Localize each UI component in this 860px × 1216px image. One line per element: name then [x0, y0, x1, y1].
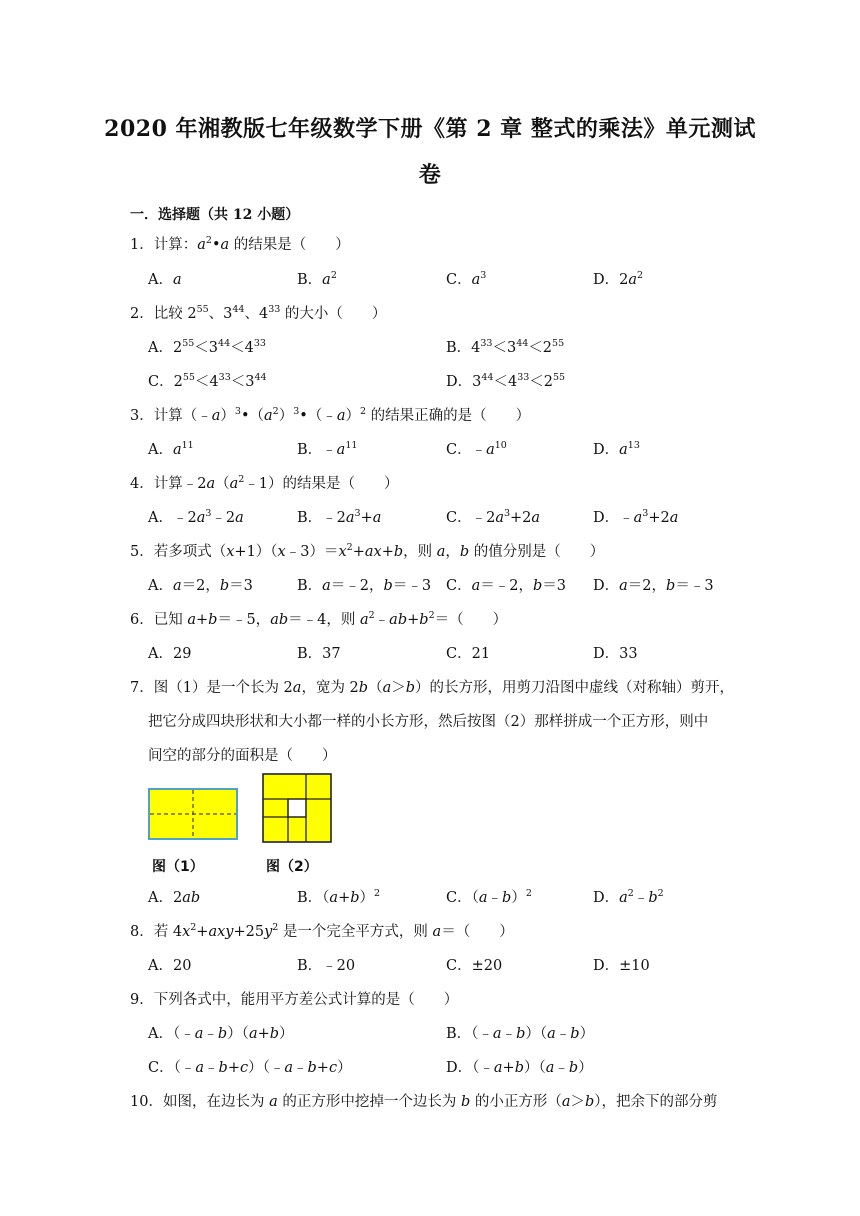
figure-1-label: 图（1） [152, 859, 204, 875]
question-7-stem-line1: 7．图（1）是一个长为 2a，宽为 2b（a＞b）的长方形，用剪刀沿图中虚线（对称轴）剪开， [130, 680, 735, 696]
q7-option-b: B．$(a+b)^2$ [297, 888, 381, 906]
q7-option-c: C．（a﹣b）$^2$ [446, 888, 532, 906]
figure-2-square [262, 773, 332, 843]
question-5-stem: 5．若多项式$(x+1)(x﹣3)=x^2+ax+b$，则 a，b 的值分别是（ ） [130, 542, 605, 560]
q2-option-a: A．$2^{55}<3^{44}<4^{33}$ [148, 338, 266, 356]
question-1-stem: 1．计算：$a^2•a$ 的结果是（ ） [130, 235, 350, 253]
q4-option-a: A．$﹣2a^3﹣2a$ [148, 508, 244, 526]
figure-2-center-hole [288, 799, 306, 817]
question-9-stem: 9．下列各式中，能用平方差公式计算的是（ ） [130, 992, 459, 1008]
q8-option-d: D．±10 [593, 958, 650, 974]
question-2-stem: 2．比较 $2^{55}$、$3^{44}$、$4^{33}$ 的大小（ ） [130, 304, 387, 322]
question-7-stem-line3: 间空的部分的面积是（ ） [148, 748, 337, 764]
q8-option-b: B．﹣20 [297, 958, 356, 974]
q1-option-a: A．a [148, 272, 182, 288]
q6-option-c: C．21 [446, 646, 491, 662]
question-4-stem: 4．计算$﹣2a(a^2﹣1)$的结果是（ ） [130, 474, 399, 492]
q5-option-d: D．a＝2，b＝﹣3 [593, 578, 714, 594]
q8-option-a: A．20 [148, 958, 192, 974]
q1-option-d: D．$2a^2$ [593, 270, 644, 288]
question-10-stem: 10．如图，在边长为 a 的正方形中挖掉一个边长为 b 的小正方形（a＞b），把余下的部分剪 [130, 1094, 718, 1110]
q7-option-d: D．$a^2﹣b^2$ [593, 888, 664, 906]
q5-option-c: C．a＝﹣2，b＝3 [446, 578, 567, 594]
figure-1-rectangle [148, 788, 238, 840]
q6-option-b: B．37 [297, 646, 341, 662]
q2-option-b: B．$4^{33}<3^{44}<2^{55}$ [446, 338, 565, 356]
q2-option-d: D．$3^{44}<4^{33}<2^{55}$ [446, 372, 566, 390]
q6-option-a: A．29 [148, 646, 192, 662]
q3-option-d: D．$a^{13}$ [593, 440, 640, 458]
q4-option-b: B．$﹣2a^3+a$ [297, 508, 382, 526]
q1-option-b: B．$a^2$ [297, 270, 337, 288]
q9-option-d: D．（﹣a+b）（a﹣b） [446, 1060, 593, 1076]
q4-option-d: D．$﹣a^3+2a$ [593, 508, 679, 526]
q3-option-c: C．$﹣a^{10}$ [446, 440, 507, 458]
q4-option-c: C．$﹣2a^3+2a$ [446, 508, 541, 526]
q9-option-b: B．（﹣a﹣b）（a﹣b） [446, 1026, 595, 1042]
question-8-stem: 8．若 $4x^2+axy+25y^2$ 是一个完全平方式，则 a＝（ ） [130, 922, 514, 940]
page-title-line2: 卷 [418, 162, 442, 188]
page-title-line1: 2020 年湘教版七年级数学下册《第 2 章 整式的乘法》单元测试 [104, 116, 756, 142]
q5-option-b: B．a＝﹣2，b＝﹣3 [297, 578, 432, 594]
q5-option-a: A．a＝2，b＝3 [148, 578, 253, 594]
section-heading: 一．选择题（共 12 小题） [130, 207, 300, 223]
q3-option-a: A．$a^{11}$ [148, 440, 194, 458]
q3-option-b: B．$﹣a^{11}$ [297, 440, 358, 458]
q6-option-d: D．33 [593, 646, 638, 662]
q9-option-c: C．（﹣a﹣b+c）（﹣a﹣b+c） [148, 1060, 352, 1076]
q2-option-c: C．$2^{55}<4^{33}<3^{44}$ [148, 372, 267, 390]
question-6-stem: 6．已知 a+b＝﹣5，ab＝﹣4，则 $a^2﹣ab+b^2=$（ ） [130, 610, 508, 628]
figure-2-label: 图（2） [266, 859, 318, 875]
q1-option-c: C．$a^3$ [446, 270, 487, 288]
q7-option-a: A．2ab [148, 890, 201, 906]
q9-option-a: A．（﹣a﹣b）（a+b） [148, 1026, 294, 1042]
q8-option-c: C．±20 [446, 958, 503, 974]
question-7-stem-line2: 把它分成四块形状和大小都一样的小长方形，然后按图（2）那样拼成一个正方形，则中 [148, 714, 709, 730]
question-3-stem: 3．计算$(﹣a)^3•(a^2)^3•(﹣a)^2$ 的结果正确的是（ ） [130, 406, 531, 424]
